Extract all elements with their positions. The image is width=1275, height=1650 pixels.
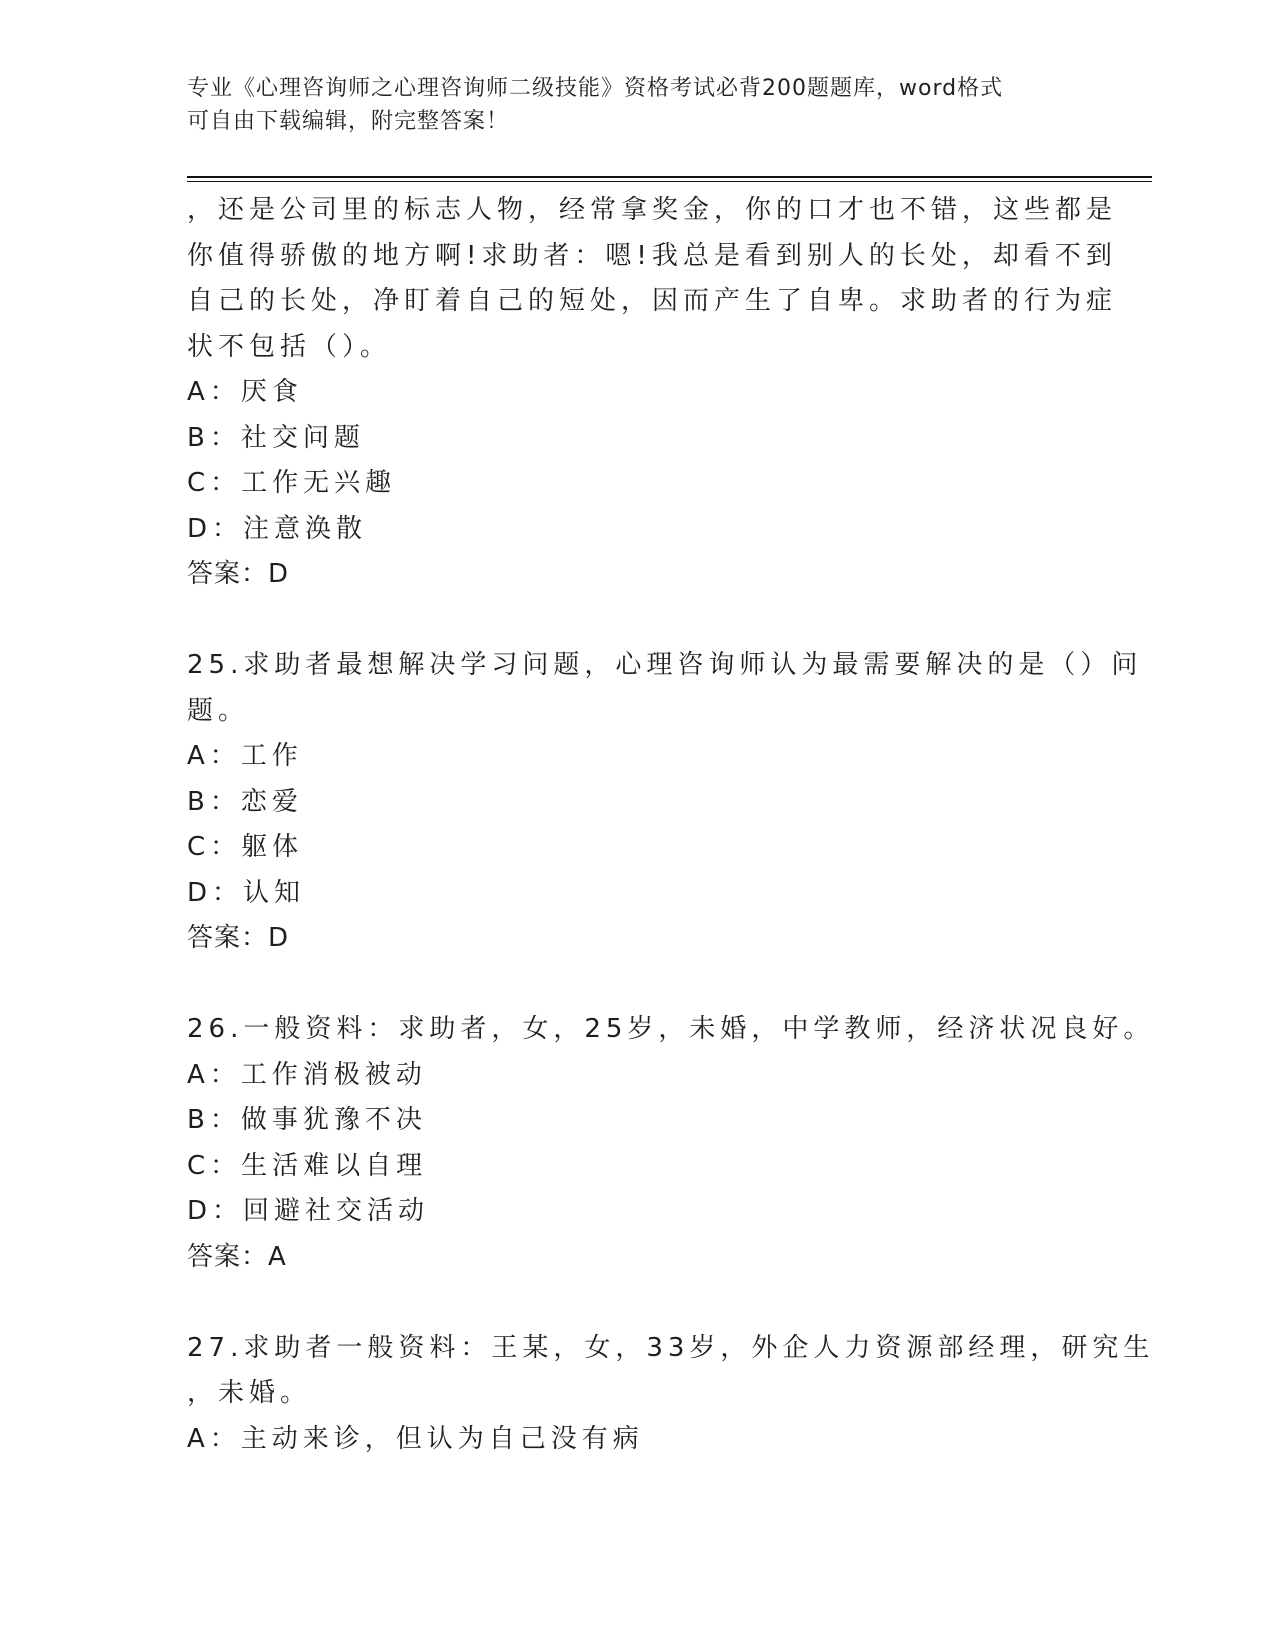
option-b: B：做事犹豫不决 <box>187 1105 427 1135</box>
question-text-line: 27.求助者一般资料：王某，女，33岁，外企人力资源部经理，研究生 <box>187 1332 1155 1363</box>
option-b: B：恋爱 <box>187 786 303 817</box>
option-a: A：主动来诊，但认为自己没有病 <box>187 1423 644 1454</box>
answer-line: 答案：A <box>187 1241 287 1272</box>
question-text-line: 题。 <box>187 695 250 726</box>
spacer <box>187 962 1087 1008</box>
option-c: C：生活难以自理 <box>187 1150 428 1181</box>
question-24-continued <box>187 188 1118 598</box>
option-a: A：工作 <box>187 741 303 771</box>
option-c: C：躯体 <box>187 832 304 862</box>
page-header <box>187 72 1077 138</box>
option-d: D：认知 <box>187 877 306 908</box>
answer-line: 答案：D <box>187 559 290 589</box>
option-b: B：社交问题 <box>187 422 365 453</box>
question-text-line: ，还是公司里的标志人物，经常拿奖金，你的口才也不错，这些都是 <box>187 195 1118 225</box>
header-divider-thick <box>187 176 1152 178</box>
spacer <box>187 1280 1087 1326</box>
question-26 <box>187 1007 1155 1280</box>
question-text-line: 状不包括（）。 <box>187 331 392 362</box>
option-d: D：注意涣散 <box>187 513 368 544</box>
question-text-line: 25.求助者最想解决学习问题，心理咨询师认为最需要解决的是（）问 <box>187 650 1143 680</box>
option-a: A：厌食 <box>187 377 303 407</box>
question-text-line: 自己的长处，净盯着自己的短处，因而产生了自卑。求助者的行为症 <box>187 286 1118 316</box>
option-a: A：工作消极被动 <box>187 1059 427 1090</box>
question-text-line: ，未婚。 <box>187 1378 312 1408</box>
question-list <box>187 188 1155 1462</box>
question-27 <box>187 1326 1155 1463</box>
header-divider-thin <box>187 181 1152 182</box>
option-d: D：回避社交活动 <box>187 1196 430 1226</box>
option-c: C：工作无兴趣 <box>187 468 397 498</box>
question-25 <box>187 643 1143 962</box>
spacer <box>187 598 1087 644</box>
question-text-line: 26.一般资料：求助者，女，25岁，未婚，中学教师，经济状况良好。 <box>187 1014 1155 1044</box>
answer-line: 答案：D <box>187 923 290 953</box>
header-title-line-1: 专业《心理咨询师之心理咨询师二级技能》资格考试必背200题题库，word格式 <box>187 76 1004 101</box>
header-title-line-2: 可自由下载编辑，附完整答案！ <box>187 109 510 134</box>
question-text-line: 你值得骄傲的地方啊!求助者：嗯!我总是看到别人的长处，却看不到 <box>187 240 1117 271</box>
